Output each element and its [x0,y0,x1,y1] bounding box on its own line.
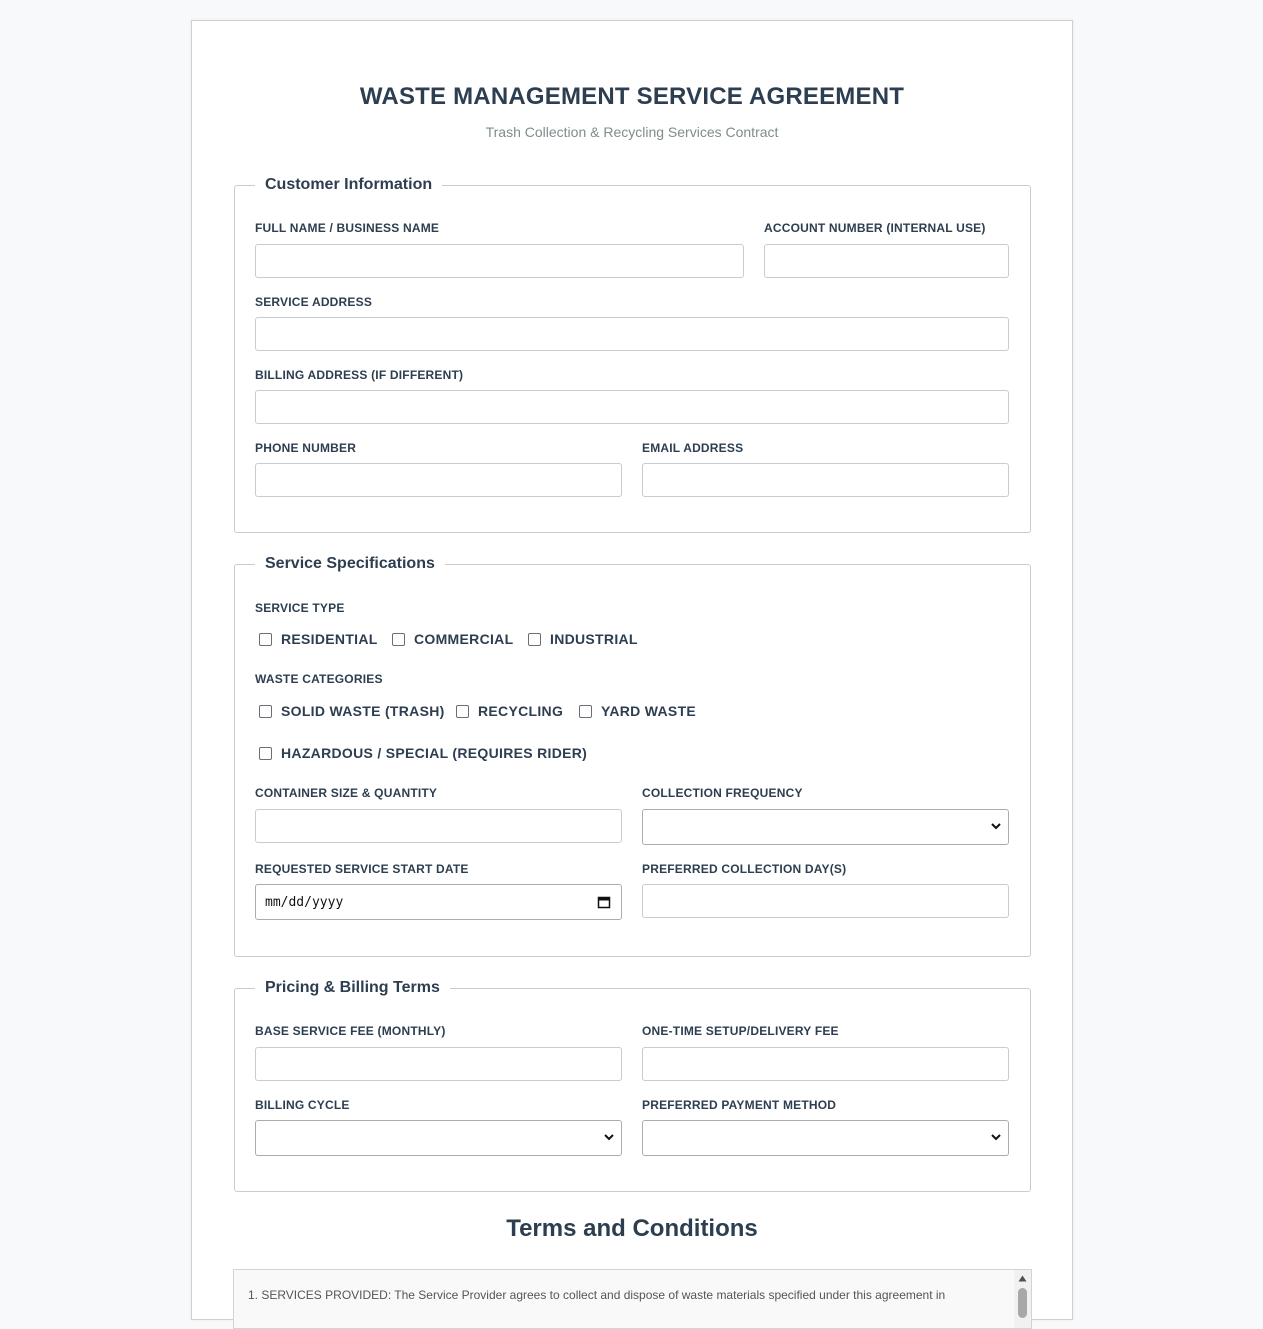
base-fee-input[interactable] [255,1047,622,1081]
container-size-input[interactable] [255,809,622,843]
email-address-input[interactable] [642,463,1009,497]
setup-fee-input[interactable] [642,1047,1009,1081]
checkbox-label: COMMERCIAL [414,631,514,647]
checkbox-label: INDUSTRIAL [550,631,638,647]
checkbox-label: RECYCLING [478,703,564,719]
checkbox-box[interactable] [259,705,272,718]
billing-cycle-select[interactable] [255,1120,622,1156]
email-address-label: EMAIL ADDRESS [642,441,744,455]
checkbox-box[interactable] [392,633,405,646]
billing-address-label: BILLING ADDRESS (IF DIFFERENT) [255,368,464,382]
checkbox-label: HAZARDOUS / SPECIAL (REQUIRES RIDER) [281,745,588,761]
waste-yard-checkbox[interactable] [579,703,696,719]
container-size-label: CONTAINER SIZE & QUANTITY [255,786,438,800]
phone-number-label: PHONE NUMBER [255,441,357,455]
document-subtitle: Trash Collection & Recycling Services Contract [485,124,779,140]
waste-hazardous-checkbox[interactable] [259,745,587,761]
chevron-down-icon [990,820,1002,832]
payment-method-select[interactable] [642,1120,1009,1156]
pricing-billing-section [234,979,1031,1192]
phone-number-input[interactable] [255,463,622,497]
checkbox-label: YARD WASTE [601,703,697,719]
customer-information-legend: Customer Information [265,176,433,193]
billing-cycle-label: BILLING CYCLE [255,1098,350,1112]
waste-solid-checkbox[interactable] [259,703,445,719]
document-title: WASTE MANAGEMENT SERVICE AGREEMENT [359,83,905,110]
checkbox-box[interactable] [579,705,592,718]
collection-frequency-label: COLLECTION FREQUENCY [642,786,803,800]
base-fee-label: BASE SERVICE FEE (MONTHLY) [255,1024,446,1038]
service-specifications-legend: Service Specifications [265,555,435,572]
scroll-up-arrow-icon[interactable] [1018,1275,1027,1282]
payment-method-label: PREFERRED PAYMENT METHOD [642,1098,837,1112]
checkbox-box[interactable] [259,633,272,646]
service-type-residential-checkbox[interactable] [259,631,378,647]
start-date-label: REQUESTED SERVICE START DATE [255,862,469,876]
checkbox-label: RESIDENTIAL [281,631,378,647]
checkbox-label: SOLID WASTE (TRASH) [281,703,445,719]
waste-recycling-checkbox[interactable] [456,703,563,719]
setup-fee-label: ONE-TIME SETUP/DELIVERY FEE [642,1024,839,1038]
calendar-icon[interactable] [597,895,611,909]
service-type-industrial-checkbox[interactable] [528,631,638,647]
full-name-label: FULL NAME / BUSINESS NAME [255,221,440,235]
start-date-input[interactable] [255,884,622,920]
agreement-page [191,20,1073,1320]
checkbox-box[interactable] [528,633,541,646]
chevron-down-icon [603,1131,615,1143]
terms-title: Terms and Conditions [506,1215,758,1242]
full-name-input[interactable] [255,244,744,278]
pricing-billing-legend: Pricing & Billing Terms [265,979,440,996]
collection-frequency-select[interactable] [642,809,1009,845]
service-type-commercial-checkbox[interactable] [392,631,513,647]
account-number-label: ACCOUNT NUMBER (INTERNAL USE) [764,221,986,235]
date-placeholder: mm/dd/yyyy [265,895,344,910]
collection-days-input[interactable] [642,884,1009,918]
checkbox-box[interactable] [259,747,272,760]
service-address-input[interactable] [255,317,1009,351]
scroll-thumb[interactable] [1018,1288,1027,1318]
service-type-label: SERVICE TYPE [255,601,345,615]
billing-address-input[interactable] [255,390,1009,424]
account-number-input[interactable] [764,244,1009,278]
waste-categories-label: WASTE CATEGORIES [255,672,383,686]
terms-scrollbar[interactable] [1014,1270,1031,1328]
collection-days-label: PREFERRED COLLECTION DAY(S) [642,862,847,876]
service-address-label: SERVICE ADDRESS [255,295,373,309]
terms-scroll-box[interactable] [233,1269,1032,1329]
terms-text: 1. SERVICES PROVIDED: The Service Provider agrees to collect and dispose of waste materials specified under this agreement in [248,1288,946,1302]
checkbox-box[interactable] [456,705,469,718]
chevron-down-icon [990,1131,1002,1143]
